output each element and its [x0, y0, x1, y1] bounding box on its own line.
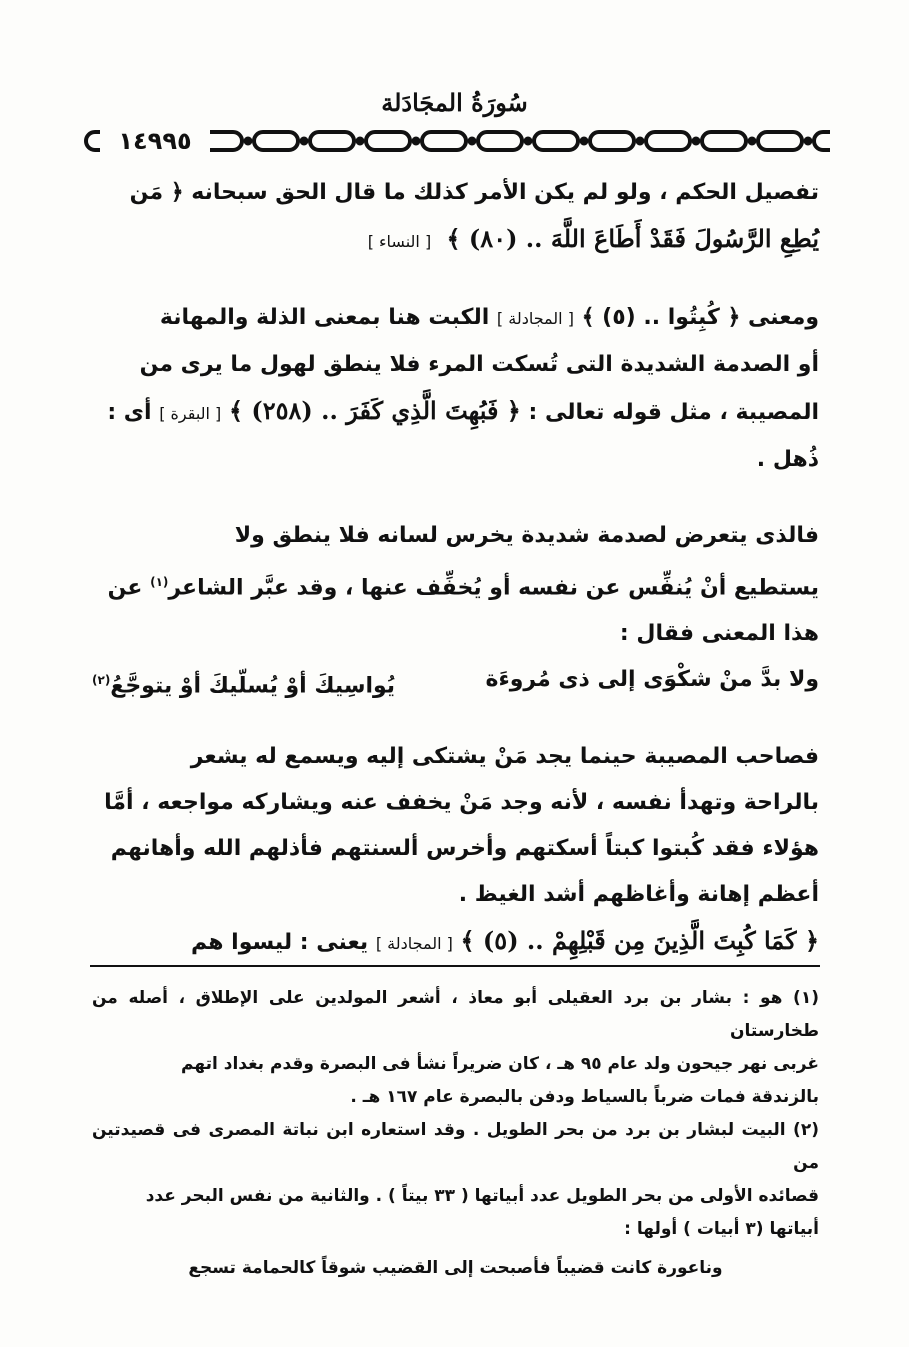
ornament-link: [814, 132, 830, 150]
ornament-dot: [638, 139, 643, 144]
footnote-marker: (١): [150, 575, 169, 589]
ornament-dot: [358, 139, 363, 144]
ornament-dot: [806, 139, 811, 144]
footnote-divider: [90, 965, 820, 967]
page-number: ١٤٩٩٥: [100, 126, 210, 156]
poem-hemistich-right: ولا بدَّ منْ شكْوَى إلى ذى مُروءَة: [485, 667, 819, 693]
text-line: [92, 559, 819, 611]
text-line: [92, 295, 819, 342]
ornament-dot: [582, 139, 587, 144]
text-line: [92, 918, 819, 967]
text-span: الكبت هنا بمعنى الذلة والمهانة: [159, 305, 490, 330]
poem-verse: [92, 657, 819, 709]
footnote-line: (١) هو : بشار بن برد العقيلى أبو معاذ ، أشعر المولدين على الإطلاق ، أصله من طخارستان: [92, 988, 819, 1041]
text-line: أو الصدمة الشديدة التى تُسكت المرء فلا ينطق لهول ما يرى من: [139, 352, 819, 377]
ornament-link: [534, 132, 578, 150]
ornament-link: [366, 132, 410, 150]
ornament-link: [590, 132, 634, 150]
verse-reference: [ النساء ]: [367, 232, 432, 251]
text-line: بالراحة وتهدأ نفسه ، لأنه وجد مَنْ يخفف عنه ويشاركه مواجعه ، أمَّا: [104, 789, 819, 815]
text-line: [92, 170, 819, 216]
quran-verse: ﴿ كَمَا كُبِتَ الَّذِينَ مِن قَبْلِهِمْ .. (٥) ﴾: [460, 925, 819, 955]
text-line: [92, 388, 819, 437]
text-line: أعظم إهانة وأغاظهم أشد الغيظ .: [458, 881, 819, 907]
quran-verse: يُطِعِ الرَّسُولَ فَقَدْ أَطَاعَ اللَّهَ .. (٨٠) ﴾: [446, 224, 819, 253]
text-span: أى :: [107, 400, 152, 425]
text-line: [92, 216, 819, 265]
footnote-line: بالزندقة فمات ضرباً بالسياط ودفن بالبصرة عام ١٦٧ هـ .: [350, 1087, 819, 1107]
text-span: عن: [107, 575, 143, 601]
main-text: [92, 170, 819, 967]
ornament-dot: [246, 139, 251, 144]
text-span: يستطيع أنْ يُنفِّس عن نفسه أو يُخفِّف عنها ، وقد عبَّر الشاعر: [168, 575, 819, 601]
footnotes: [92, 982, 819, 1285]
footnote-line: (٢) البيت لبشار بن برد من بحر الطويل . وقد استعاره ابن نباتة المصرى فى قصيدتين من: [92, 1120, 819, 1173]
ornament-link: [422, 132, 466, 150]
ornament-dot: [750, 139, 755, 144]
footnote-line: غربى نهر جيحون ولد عام ٩٥ هـ ، كان ضريراً نشأ فى البصرة وقدم بغداد اتهم: [181, 1054, 819, 1074]
ornament-link: [310, 132, 354, 150]
ornament-link: [478, 132, 522, 150]
text-span: ومعنى ﴿ كُبِتُوا .. (٥) ﴾: [581, 305, 819, 330]
footnote-line: أبياتها (٣ أبيات ) أولها :: [624, 1219, 819, 1239]
surah-title: سُورَةُ المجَادَلة: [381, 88, 528, 117]
verse-reference: [ البقرة ]: [159, 404, 222, 423]
footnote-marker: (٢): [92, 673, 111, 688]
ornament-link: [646, 132, 690, 150]
text-line: هذا المعنى فقال :: [619, 621, 819, 647]
poem-hemistich-left: [92, 657, 395, 709]
text-span: المصيبة ، مثل قوله تعالى :: [528, 400, 819, 425]
text-line: فصاحب المصيبة حينما يجد مَنْ يشتكى إليه ويسمع له يشعر: [190, 743, 819, 769]
text-line: هؤلاء فقد كُبتوا كبتاً أسكتهم وأخرس ألسنتهم فأذلهم الله وأهانهم: [110, 835, 819, 861]
footnote-poem: وناعورة كانت قضيباً فأصبحت إلى القضيب شوقاً كالحمامة تسجع: [188, 1258, 723, 1278]
ornament-link: [254, 132, 298, 150]
verse-reference: [ المجادلة ]: [375, 933, 453, 953]
text-span: يُواسِيكَ أوْ يُسلّيكَ أوْ يتوجَّعُ: [110, 673, 396, 699]
ornament-dot: [414, 139, 419, 144]
text-span: تفصيل الحكم ، ولو لم يكن الأمر كذلك ما قال الحق سبحانه ﴿ مَن: [129, 180, 819, 205]
ornament-link: [702, 132, 746, 150]
verse-reference: [ المجادلة ]: [496, 309, 574, 328]
ornament-dot: [526, 139, 531, 144]
text-span: يعنى : ليسوا هم: [190, 929, 369, 955]
text-line: فالذى يتعرض لصدمة شديدة يخرس لسانه فلا ينطق ولا: [234, 523, 819, 548]
ornament-dot: [470, 139, 475, 144]
ornament-dot: [694, 139, 699, 144]
text-line: ذُهل .: [756, 447, 819, 472]
ornament-dot: [302, 139, 307, 144]
footnote-line: قصائده الأولى من بحر الطويل عدد أبياتها ( ٣٣ بيتاً ) . والثانية من نفس البحر عدد: [145, 1186, 819, 1206]
ornament-link: [758, 132, 802, 150]
quran-verse: ﴿ فَبُهِتَ الَّذِي كَفَرَ .. (٢٥٨) ﴾: [228, 396, 521, 425]
